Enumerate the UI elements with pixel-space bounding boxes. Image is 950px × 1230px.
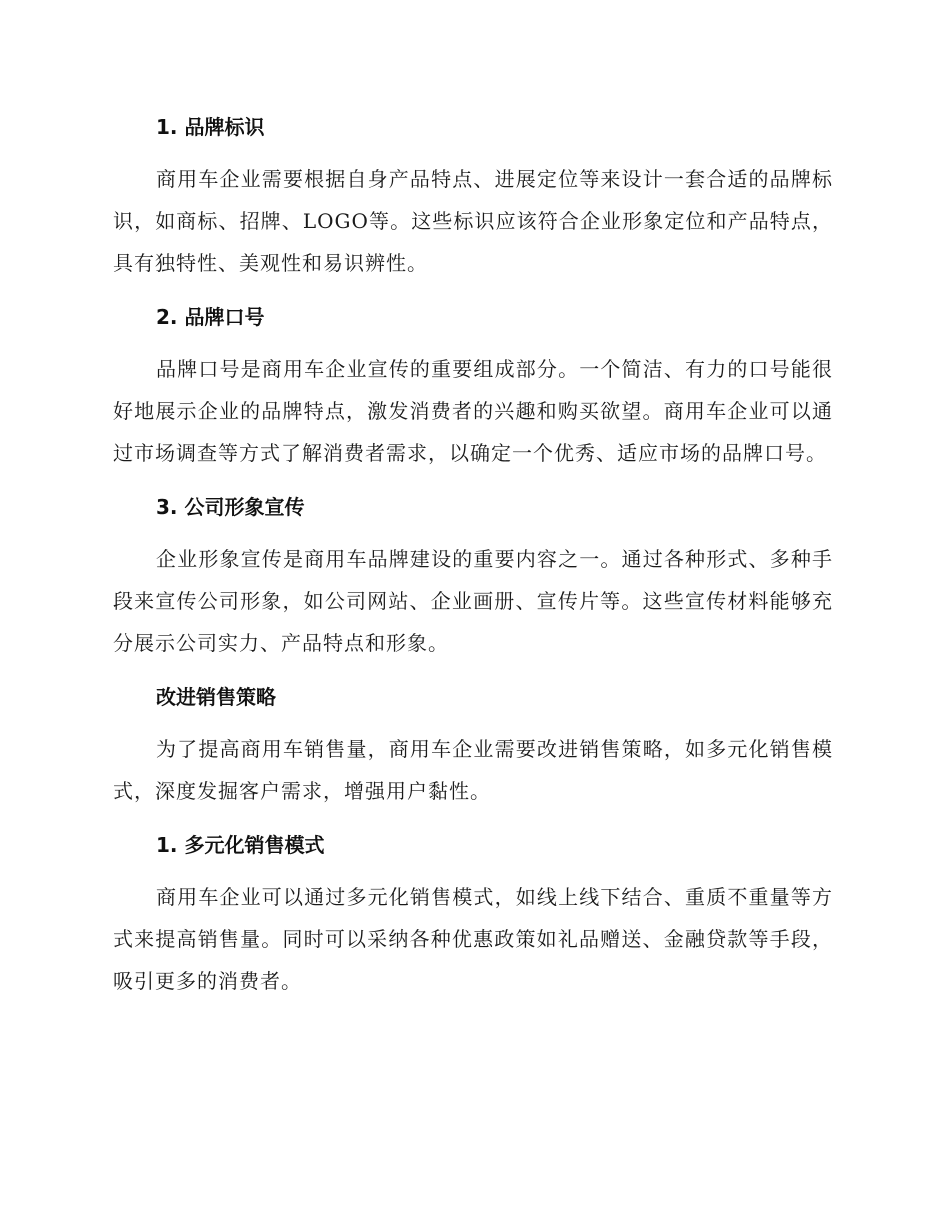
section-heading-corporate-image: 3. 公司形象宣传 <box>156 495 305 519</box>
section-heading-diversified-sales: 1. 多元化销售模式 <box>156 833 325 857</box>
section-paragraph-brand-slogan: 品牌口号是商用车企业宣传的重要组成部分。一个简洁、有力的口号能很好地展示企业的品牌特点，激发消费者的兴趣和购买欲望。商用车企业可以通过市场调查等方式了解消费者需求，以确定一个优秀、适应市场的品牌口号。 <box>113 357 833 465</box>
section-heading-brand-slogan: 2. 品牌口号 <box>156 305 265 329</box>
section-paragraph-sales-strategy: 为了提高商用车销售量，商用车企业需要改进销售策略，如多元化销售模式，深度发掘客户需求，增强用户黏性。 <box>113 737 833 803</box>
section-heading-sales-strategy: 改进销售策略 <box>156 685 276 709</box>
document-body <box>113 106 833 1014</box>
section-paragraph-diversified-sales: 商用车企业可以通过多元化销售模式，如线上线下结合、重质不重量等方式来提高销售量。同时可以采纳各种优惠政策如礼品赠送、金融贷款等手段，吸引更多的消费者。 <box>113 885 833 993</box>
section-heading-brand-identity: 1. 品牌标识 <box>156 115 265 139</box>
section-paragraph-brand-identity: 商用车企业需要根据自身产品特点、进展定位等来设计一套合适的品牌标识，如商标、招牌、LOGO等。这些标识应该符合企业形象定位和产品特点，具有独特性、美观性和易识辨性。 <box>113 167 833 275</box>
section-paragraph-corporate-image: 企业形象宣传是商用车品牌建设的重要内容之一。通过各种形式、多种手段来宣传公司形象，如公司网站、企业画册、宣传片等。这些宣传材料能够充分展示公司实力、产品特点和形象。 <box>113 547 833 655</box>
